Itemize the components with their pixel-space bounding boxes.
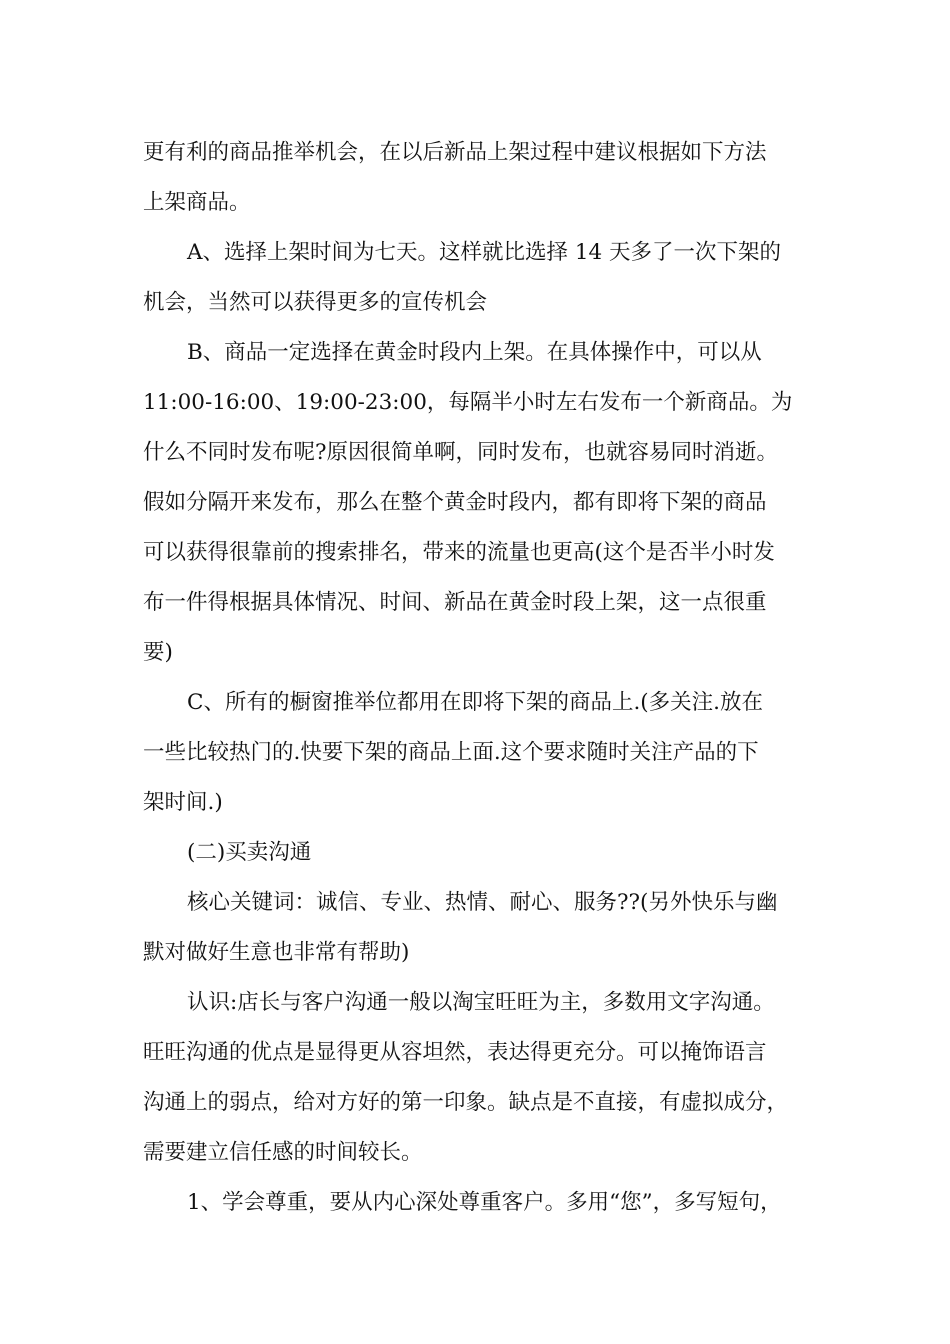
text-line-18: 认识:店长与客户沟通一般以淘宝旺旺为主，多数用文字沟通。	[187, 990, 775, 1015]
document-body	[143, 128, 823, 1228]
text-line-7: 什么不同时发布呢?原因很简单啊，同时发布，也就容易同时消逝。	[143, 440, 779, 465]
text-line-10: 布一件得根据具体情况、时间、新品在黄金时段上架，这一点很重	[143, 590, 767, 615]
text-line-20: 沟通上的弱点，给对方好的第一印象。缺点是不直接，有虚拟成分，	[143, 1090, 789, 1115]
text-line-12: C、所有的橱窗推举位都用在即将下架的商品上.(多关注.放在	[187, 690, 764, 715]
text-line-19: 旺旺沟通的优点是显得更从容坦然，表达得更充分。可以掩饰语言	[143, 1040, 767, 1065]
text-line-13: 一些比较热门的.快要下架的商品上面.这个要求随时关注产品的下	[143, 740, 759, 765]
text-line-5: B、商品一定选择在黄金时段内上架。在具体操作中，可以从	[187, 340, 762, 365]
text-line-21: 需要建立信任感的时间较长。	[143, 1140, 423, 1165]
text-line-16: 核心关键词：诚信、专业、热情、耐心、服务??(另外快乐与幽	[187, 890, 778, 915]
text-line-14: 架时间.)	[143, 790, 223, 815]
text-line-17: 默对做好生意也非常有帮助)	[143, 940, 410, 965]
text-line-1: 更有利的商品推举机会，在以后新品上架过程中建议根据如下方法	[143, 140, 767, 165]
text-line-11: 要)	[143, 640, 173, 665]
section-heading: (二)买卖沟通	[187, 840, 312, 865]
text-line-22: 1、学会尊重，要从内心深处尊重客户。多用“您”，多写短句，	[187, 1190, 782, 1215]
text-line-3: A、选择上架时间为七天。这样就比选择 14 天多了一次下架的	[187, 240, 782, 265]
text-line-2: 上架商品。	[143, 190, 251, 215]
text-line-9: 可以获得很靠前的搜索排名，带来的流量也更高(这个是否半小时发	[143, 540, 775, 565]
text-line-4: 机会，当然可以获得更多的宣传机会	[143, 290, 488, 315]
text-line-8: 假如分隔开来发布，那么在整个黄金时段内，都有即将下架的商品	[143, 490, 767, 515]
text-line-6: 11:00-16:00、19:00-23:00，每隔半小时左右发布一个新商品。为	[143, 390, 793, 415]
